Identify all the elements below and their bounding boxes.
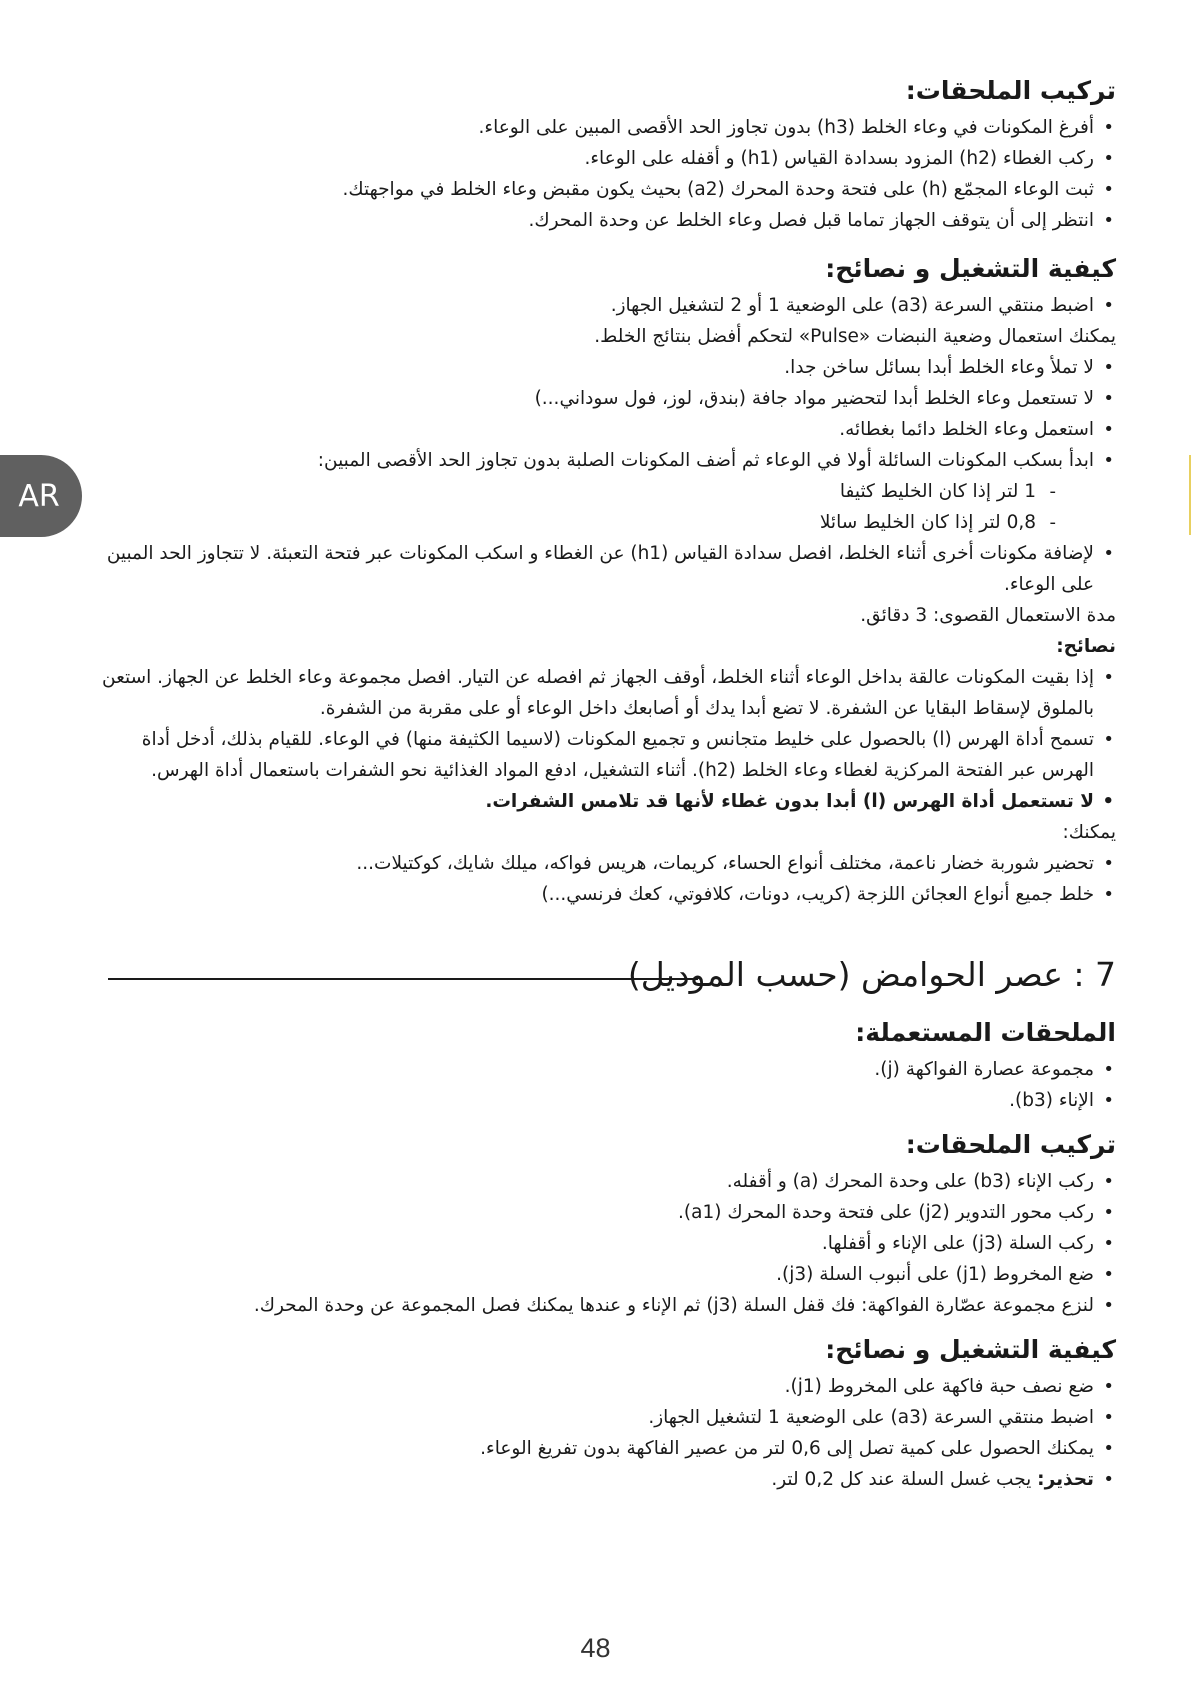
list-item: • يمكنك الحصول على كمية تصل إلى 0,6 لتر من عصير الفاكهة بدون تفريغ الوعاء. — [86, 1433, 1116, 1464]
pulse-note: يمكنك استعمال وضعية النبضات «Pulse» لتحكم أفضل بنتائج الخلط. — [594, 326, 1116, 347]
section-7-header — [86, 950, 1116, 1002]
assembly-heading: تركيب الملحقات: — [905, 76, 1116, 105]
list-item: • ركب الإناء (b3) على وحدة المحرك (a) و أقفله. — [86, 1166, 1116, 1197]
list-item: • ركب السلة (j3) على الإناء و أقفلها. — [86, 1228, 1116, 1259]
list-item: • إذا بقيت المكونات عالقة بداخل الوعاء أثناء الخلط، أوقف الجهاز ثم افصله عن التيار. افصل مجموعة وعاء الخلط عن الجهاز. استعن بالملوق لإسقاط البقايا عن الشفرة. لا تضع أبدا يدك أو أصابعك داخل الوعاء أو على مقربة من الشفرة. — [86, 662, 1116, 724]
list-item: • ركب الغطاء (h2) المزود بسدادة القياس (h1) و أقفله على الوعاء. — [86, 143, 1116, 174]
max-time: مدة الاستعمال القصوى: 3 دقائق. — [860, 605, 1116, 626]
list-item: • ضع المخروط (j1) على أنبوب السلة (j3). — [86, 1259, 1116, 1290]
citrus-assembly-heading: تركيب الملحقات: — [905, 1130, 1116, 1159]
usage-list — [86, 290, 1116, 321]
accessories-heading: الملحقات المستعملة: — [855, 1018, 1116, 1047]
list-item: • ركب محور التدوير (j2) على فتحة وحدة المحرك (a1). — [86, 1197, 1116, 1228]
list-item: • الإناء (b3). — [86, 1085, 1116, 1116]
warning-item — [86, 1464, 1116, 1495]
citrus-assembly-list — [86, 1166, 1116, 1321]
tips-list — [86, 662, 1116, 817]
list-item: • لإضافة مكونات أخرى أثناء الخلط، افصل سدادة القياس (h1) عن الغطاء و اسكب المكونات عبر فتحة التعبئة. لا تتجاوز الحد المبين على الوعاء. — [86, 538, 1116, 600]
list-item: • انتظر إلى أن يتوقف الجهاز تماما قبل فصل وعاء الخلط عن وحدة المحرك. — [86, 205, 1116, 236]
citrus-content — [86, 1016, 1116, 1495]
page-number: 48 — [580, 1633, 611, 1663]
list-item: • خلط جميع أنواع العجائن اللزجة (كريب، دونات، كلافوتي، كعك فرنسي...) — [86, 879, 1116, 910]
warning-item: • لا تستعمل أداة الهرس (l) أبدا بدون غطاء لأنها قد تلامس الشفرات. — [86, 786, 1116, 817]
citrus-usage-heading: كيفية التشغيل و نصائح: — [825, 1335, 1116, 1364]
can-list — [86, 848, 1116, 910]
list-item: • لا تملأ وعاء الخلط أبدا بسائل ساخن جدا. — [86, 352, 1116, 383]
list-item: • ثبت الوعاء المجمّع (h) على فتحة وحدة المحرك (a2) بحيث يكون مقبض وعاء الخلط في مواجهتك. — [86, 174, 1116, 205]
list-item: • اضبط منتقي السرعة (a3) على الوضعية 1 لتشغيل الجهاز. — [86, 1402, 1116, 1433]
sub-item: - 1 لتر إذا كان الخليط كثيفا — [86, 476, 1116, 507]
list-item: • ضع نصف حبة فاكهة على المخروط (j1). — [86, 1371, 1116, 1402]
can-label: يمكنك: — [1062, 822, 1116, 843]
list-item: • استعمل وعاء الخلط دائما بغطائه. — [86, 414, 1116, 445]
sub-item: - 0,8 لتر إذا كان الخليط سائلا — [86, 507, 1116, 538]
list-item: • أفرغ المكونات في وعاء الخلط (h3) بدون تجاوز الحد الأقصى المبين على الوعاء. — [86, 112, 1116, 143]
usage-list-2 — [86, 352, 1116, 476]
section-divider — [108, 978, 698, 980]
warning-text: يجب غسل السلة عند كل 0,2 لتر. — [771, 1469, 1038, 1490]
citrus-usage-list — [86, 1371, 1116, 1495]
list-item: • لا تستعمل وعاء الخلط أبدا لتحضير مواد جافة (بندق، لوز، فول سوداني...) — [86, 383, 1116, 414]
usage-list-3 — [86, 538, 1116, 600]
list-item: • تسمح أداة الهرس (l) بالحصول على خليط متجانس و تجميع المكونات (لاسيما الكثيفة منها) في الوعاء. للقيام بذلك، أدخل أداة الهرس عبر الفتحة المركزية لغطاء وعاء الخلط (h2). أثناء التشغيل، ادفع المواد الغذائية نحو الشفرات باستعمال أداة الهرس. — [86, 724, 1116, 786]
warning-label: تحذير: — [1037, 1469, 1094, 1490]
list-item: • تحضير شوربة خضار ناعمة، مختلف أنواع الحساء، كريمات، هريس فواكه، ميلك شايك، كوكتيلات... — [86, 848, 1116, 879]
list-item: • اضبط منتقي السرعة (a3) على الوضعية 1 أو 2 لتشغيل الجهاز. — [86, 290, 1116, 321]
tips-heading: نصائح: — [1056, 636, 1116, 657]
assembly-list — [86, 112, 1116, 236]
main-content — [86, 74, 1116, 910]
list-item: • لنزع مجموعة عصّارة الفواكهة: فك قفل السلة (j3) ثم الإناء و عندها يمكنك فصل المجموعة عن وحدة المحرك. — [86, 1290, 1116, 1321]
language-tab-ar: AR — [0, 455, 82, 537]
list-item: • مجموعة عصارة الفواكهة (j). — [86, 1054, 1116, 1085]
capacity-sublist — [86, 476, 1116, 538]
usage-heading: كيفية التشغيل و نصائح: — [825, 254, 1116, 283]
section-7-title: 7 : عصر الحوامض (حسب الموديل) — [627, 955, 1116, 994]
list-item: • ابدأ بسكب المكونات السائلة أولا في الوعاء ثم أضف المكونات الصلبة بدون تجاوز الحد الأقصى المبين: — [86, 445, 1116, 476]
accessories-list — [86, 1054, 1116, 1116]
